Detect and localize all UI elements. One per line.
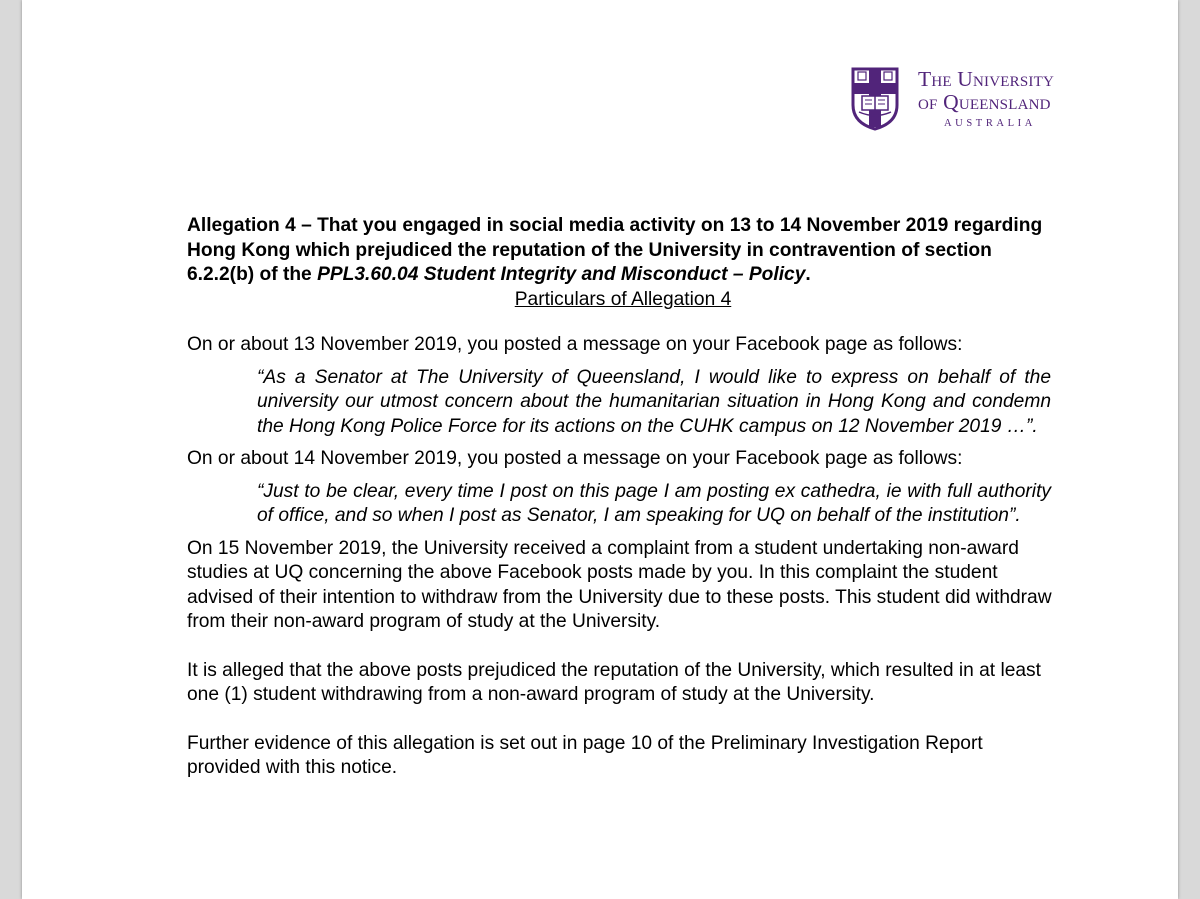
document-body: [187, 214, 1059, 805]
complaint-paragraph: On 15 November 2019, the University received a complaint from a student undertaking non-award studies at UQ concerning the above Facebook posts made by you. In this complaint the student advised of their intention to withdraw from the University due to these posts. This student did withdraw from their non-award program of study at the University.: [187, 537, 1052, 632]
allegation-heading: [187, 214, 1059, 288]
logo-queensland-line: of Queensland: [918, 90, 1051, 114]
document-page: [22, 0, 1178, 899]
post1-intro: On or about 13 November 2019, you posted a message on your Facebook page as follows:: [187, 334, 963, 355]
evidence-paragraph: Further evidence of this allegation is set out in page 10 of the Preliminary Investigation Report provided with this notice.: [187, 732, 983, 778]
allegation-text: Allegation 4 – That you engaged in social media activity on 13 to 14 November 2019 regarding Hong Kong which prejudiced the reputation of the University in contravention of section 6.2.2(b) of the: [187, 215, 1043, 285]
policy-name: PPL3.60.04 Student Integrity and Misconduct – Policy: [317, 264, 806, 285]
uq-logo: [851, 67, 1101, 137]
post2-quote: “Just to be clear, every time I post on this page I am posting ex cathedra, ie with full authority of office, and so when I post as Senator, I am speaking for UQ on behalf of the institution”.: [257, 480, 1051, 526]
alleged-paragraph: It is alleged that the above posts prejudiced the reputation of the University, which resulted in at least one (1) student withdrawing from a non-award program of study at the University.: [187, 659, 1041, 705]
uq-crest-icon: [851, 67, 899, 131]
post1-quote: “As a Senator at The University of Queensland, I would like to express on behalf of the university our utmost concern about the humanitarian situation in Hong Kong and condemn the Hong Kong Police Force for its actions on the CUHK campus on 12 November 2019 …”.: [257, 366, 1051, 437]
logo-australia-line: AUSTRALIA: [944, 118, 1036, 129]
particulars-title: Particulars of Allegation 4: [514, 288, 732, 310]
allegation-end: .: [805, 264, 811, 285]
post2-intro: On or about 14 November 2019, you posted a message on your Facebook page as follows:: [187, 448, 963, 469]
logo-university-line: The University: [918, 67, 1054, 91]
